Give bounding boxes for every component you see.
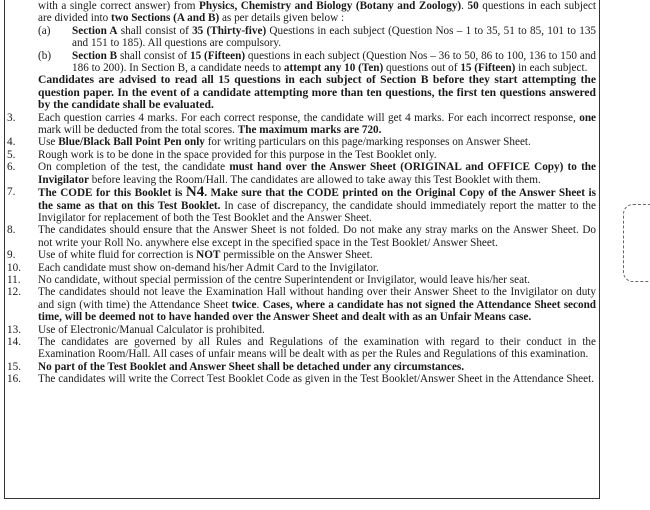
instruction-item	[7, 262, 597, 274]
instruction-item	[7, 149, 597, 161]
instruction-number: 10.	[7, 261, 21, 274]
instruction-text: Each candidate must show on-demand his/her Admit Card to the Invigilator.	[38, 261, 379, 274]
instruction-item	[7, 324, 597, 336]
section-b-item	[38, 50, 597, 75]
section-b-text: Section B shall consist of 15 (Fifteen) questions in each subject (Question Nos – 36 to 50, 86 to 100, 136 to 150 and 186 to 200). In Section B, a candidate needs to attempt any 10 (Ten) questions out of 15 (Fifteen) in each subject.	[72, 49, 597, 75]
instruction-item	[7, 286, 597, 323]
instruction-item	[7, 373, 597, 385]
instruction-text: Use Blue/Black Ball Point Pen only for writing particulars on this page/marking responses on Answer Sheet.	[38, 136, 531, 149]
instruction-number: 4.	[7, 136, 16, 149]
instruction-text: The candidates are governed by all Rules and Regulations of the examination with regard to their conduct in the Examination Room/Hall. All cases of unfair means will be dealt with as per the Rules and Regulations of this examination.	[38, 335, 596, 361]
instruction-number: 5.	[7, 148, 16, 161]
instruction-item	[7, 274, 597, 286]
instruction-text: The CODE for this Booklet is N4. Make sure that the CODE printed on the Original Copy of the Answer Sheet is the same as that on this Test Booklet. In case of discrepancy, the candidate should immediately report the matter to the Invigilator for replacement of both the Test Booklet and the Answer Sheet.	[38, 184, 596, 224]
section-b-marker: (b)	[38, 49, 52, 62]
instruction-number: 12.	[7, 286, 21, 299]
numbered-instructions	[7, 112, 597, 386]
instruction-text: No part of the Test Booklet and Answer Sheet shall be detached under any circumstances.	[38, 360, 465, 373]
instruction-text: Use of Electronic/Manual Calculator is prohibited.	[38, 323, 265, 336]
instruction-item	[7, 249, 597, 261]
section-a-marker: (a)	[38, 24, 51, 37]
instruction-item	[7, 336, 597, 361]
instruction-number: 16.	[7, 373, 21, 386]
dashed-margin-box	[623, 204, 650, 282]
instruction-text: Each question carries 4 marks. For each correct response, the candidate will get 4 marks. For each incorrect response, one mark will be deducted from the total scores. The maximum marks are 720.	[38, 111, 596, 137]
instruction-item-2-continued	[7, 0, 597, 25]
instruction-item	[7, 186, 597, 224]
instruction-number: 11.	[7, 273, 21, 286]
instruction-text: The candidates should not leave the Examination Hall without handing over their Answer Sheet to the Invigilator on duty and sign (with time) the Attendance Sheet twice. Cases, where a candidate has not signed the Attendance Sheet second time, will be deemed not to have handed over the Answer Sheet and dealt with as an Unfair Means case.	[38, 286, 597, 324]
instruction-item	[7, 112, 597, 137]
instruction-number: 13.	[7, 323, 21, 336]
instruction-number: 6.	[7, 161, 16, 174]
instruction-number: 15.	[7, 360, 21, 373]
section-b-advisory: Candidates are advised to read all 15 questions in each subject of Section B before they start attempting the question paper. In the event of a candidate attempting more than ten questions, the first ten questions answered by the candidate shall be evaluated.	[38, 73, 596, 112]
instruction-text: The candidates will write the Correct Test Booklet Code as given in the Test Booklet/Answer Sheet in the Attendance Sheet.	[38, 373, 595, 386]
section-a-text: Section A shall consist of 35 (Thirty-five) Questions in each subject (Question Nos – 1 to 35, 51 to 85, 101 to 135 and 151 to 185). All questions are compulsory.	[72, 24, 597, 50]
instruction-text: Use of white fluid for correction is NOT permissible on the Answer Sheet.	[38, 249, 373, 262]
section-a-item	[38, 25, 597, 50]
instruction-number: 7.	[7, 186, 16, 199]
instruction-item	[7, 224, 597, 249]
instruction-text: The candidates should ensure that the Answer Sheet is not folded. Do not make any stray marks on the Answer Sheet. Do not write your Roll No. anywhere else except in the specified space in the Test Booklet/ Answer Sheet.	[38, 224, 596, 249]
instruction-number: 8.	[7, 224, 16, 237]
instruction-number: 3.	[7, 111, 16, 124]
instructions-content	[7, 0, 597, 386]
instruction-item	[7, 361, 597, 373]
instruction-number: 9.	[7, 249, 16, 262]
instruction-text: Rough work is to be done in the space provided for this purpose in the Test Booklet only.	[38, 148, 437, 161]
instruction-item	[7, 161, 597, 186]
instruction-text: On completion of the test, the candidate must hand over the Answer Sheet (ORIGINAL and OFFICE Copy) to the Invigilator before leaving the Room/Hall. The candidates are allowed to take away this Test Booklet with them.	[38, 161, 596, 186]
instruction-text: No candidate, without special permission of the centre Superintendent or Invigilator, would leave his/her seat.	[38, 273, 530, 286]
instruction-number: 14.	[7, 335, 21, 348]
instruction-item	[7, 136, 597, 148]
item-2-text: with a single correct answer) from Physics, Chemistry and Biology (Botany and Zoology). 50 questions in each subject are divided into two Sections (A and B) as per details given below :	[38, 0, 596, 25]
